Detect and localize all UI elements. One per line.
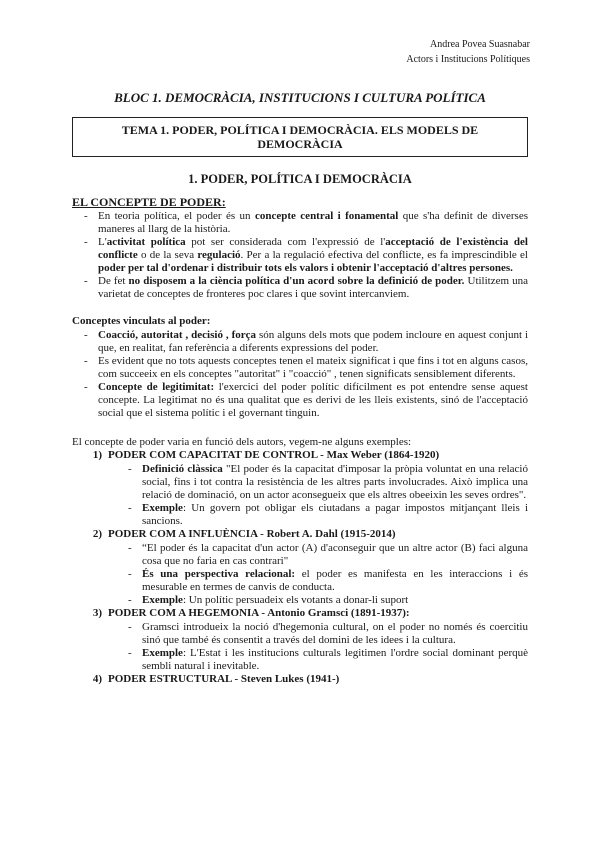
list-item: - En teoria política, el poder és un concepte central i fonamental que s'ha definit de diverses maneres al llarg de la història. [98, 210, 528, 236]
power-type-title: PODER COM CAPACITAT DE CONTROL - Max Weber (1864-1920) [108, 449, 440, 461]
intro-text: El concepte de poder varia en funció dels autors, vegem-ne alguns exemples: [72, 436, 412, 448]
page-header [406, 37, 530, 67]
list-item: - Concepte de legitimitat: l'exercici del poder polític difícilment es pot entendre sense aquest concepte. La legitimat no és una qualitat que es derivi de les lleis existents, sinó de l'acceptació social que el sistema polític i el governant tinguin. [98, 381, 528, 420]
list-item: - “El poder és la capacitat d'un actor (A) d'aconseguir que un altre actor (B) faci alguna cosa que no faria en cas contrari" [142, 542, 528, 568]
header-author: Andrea Povea Suasnabar [430, 39, 530, 50]
main-content [72, 196, 528, 686]
power-type-title: PODER COM A INFLUÈNCIA - Robert A. Dahl (1915-2014) [108, 528, 396, 540]
vinculats-list [72, 329, 528, 420]
power-type-1: 1) PODER COM CAPACITAT DE CONTROL - Max Weber (1864-1920) - Definició clàssica "El poder és la capacitat d'imposar la pròpia voluntat en una relació social, fins i tot contra la resistència de les altres parts involucrades. Això implica una relació de dominació, on un actor aconsegueix que els altres obeeixin les seves ordres". - Exemple: Un govern pot obligar els ciutadans a pagar impostos mitjançant lleis i sancions. [72, 449, 528, 528]
section-title: 1. PODER, POLÍTICA I DEMOCRÀCIA [188, 172, 412, 186]
list-item: - Exemple: Un polític persuadeix els votants a donar-li suport [142, 594, 528, 607]
power-type-title: PODER ESTRUCTURAL - Steven Lukes (1941-) [108, 673, 340, 685]
list-item: - Exemple: Un govern pot obligar els ciutadans a pagar impostos mitjançant lleis i sancions. [142, 502, 528, 528]
vinculats-heading: Conceptes vinculats al poder: [72, 315, 211, 327]
list-item: - L'activitat política pot ser considerada com l'expressió de l'acceptació de l'existència del conflicte o de la seva regulació. Per a la regulació efectiva del conflicte, es fa imprescindible el poder per tal d'ordenar i distribuir tots els valors i obtenir l'acceptació d'altres persones. [98, 236, 528, 275]
tema-title: TEMA 1. PODER, POLÍTICA I DEMOCRÀCIA. ELS MODELS DE DEMOCRÀCIA [121, 123, 479, 151]
list-item: - De fet no disposem a la ciència política d'un acord sobre la definició de poder. Utilitzem una varietat de conceptes de fronteres poc clares i que sovint intercanviem. [98, 275, 528, 301]
tema-title-box [72, 117, 528, 157]
list-item: - És una perspectiva relacional: el poder es manifesta en les interaccions i és mesurable en termes de canvis de conducta. [142, 568, 528, 594]
power-type-title: PODER COM A HEGEMONIA - Antonio Gramsci (1891-1937): [108, 607, 410, 619]
list-item: - Definició clàssica "El poder és la capacitat d'imposar la pròpia voluntat en una relació social, fins i tot contra la resistència de les altres parts involucrades. Això implica una relació de dominació, on un actor aconsegueix que els altres obeeixin les seves ordres". [142, 463, 528, 502]
header-course: Actors i Institucions Polítiques [406, 54, 530, 65]
concepte-heading: EL CONCEPTE DE PODER: [72, 195, 226, 209]
power-type-2: 2) PODER COM A INFLUÈNCIA - Robert A. Dahl (1915-2014) - “El poder és la capacitat d'un actor (A) d'aconseguir que un altre actor (B) faci alguna cosa que no faria en cas contrari" - És una perspectiva relacional: el poder es manifesta en les interaccions i és mesurable en termes de canvis de conducta. - Exemple: Un polític persuadeix els votants a donar-li suport [72, 528, 528, 607]
list-item: - Es evident que no tots aquests conceptes tenen el mateix significat i que fins i tot en alguns casos, com succeeix en els conceptes "autoritat" i "coacció" , tenen significats sensiblement diferents. [98, 355, 528, 381]
bloc-title: BLOC 1. DEMOCRÀCIA, INSTITUCIONS I CULTURA POLÍTICA [114, 90, 486, 105]
power-types-list [72, 449, 528, 686]
concepte-list [72, 210, 528, 301]
list-item: - Gramsci introdueix la noció d'hegemonia cultural, on el poder no només és coercitiu sinó que també és consentit a través del domini de les idees i la cultura. [142, 621, 528, 647]
power-type-4: 4) PODER ESTRUCTURAL - Steven Lukes (1941-) [92, 673, 340, 685]
power-type-3: 3) PODER COM A HEGEMONIA - Antonio Gramsci (1891-1937): - Gramsci introdueix la noció d'hegemonia cultural, on el poder no només és coercitiu sinó que també és consentit a través del domini de les idees i la cultura. - Exemple: L'Estat i les institucions culturals legitimen l'ordre social dominant perquè sembli natural i inevitable. [72, 607, 528, 673]
list-item: - Coacció, autoritat , decisió , força són alguns dels mots que podem incloure en aquest conjunt i que, en realitat, fan referència a diferents expressions del poder. [98, 329, 528, 355]
list-item: - Exemple: L'Estat i les institucions culturals legitimen l'ordre social dominant perquè sembli natural i inevitable. [142, 647, 528, 673]
